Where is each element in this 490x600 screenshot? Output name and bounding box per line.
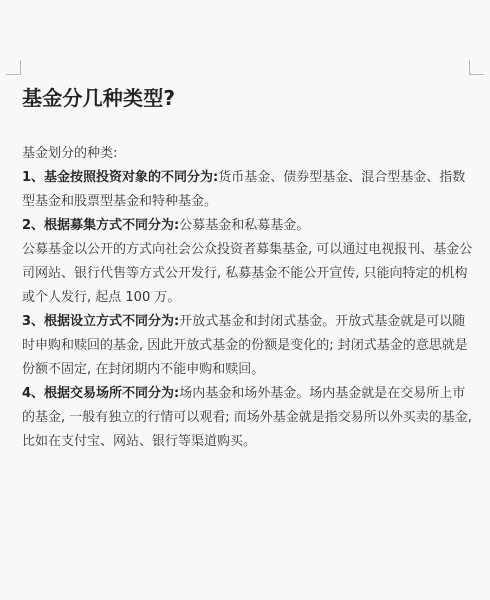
paragraph-fundraising-method bbox=[22, 214, 474, 238]
paragraph-heading: 2、根据募集方式不同分为: bbox=[22, 218, 180, 233]
page-corner-mark-right bbox=[469, 60, 484, 75]
page-corner-mark-left bbox=[6, 60, 21, 75]
paragraph-text: 场内基金和场外基金。场内基金就是在交易所上市的基金, 一般有独立的行情可以观看; 而场外基金就是指交易所以外买卖的基金, 比如在支付宝、网站、银行等渠道购买。 bbox=[22, 386, 472, 449]
paragraph-text: 开放式基金和封闭式基金。开放式基金就是可以随时申购和赎回的基金, 因此开放式基金的份额是变化的; 封闭式基金的意思就是份额不固定, 在封闭期内不能申购和赎回。 bbox=[22, 314, 468, 377]
paragraph-text: 公募基金和私募基金。 bbox=[179, 218, 310, 233]
paragraph-investment-object bbox=[22, 166, 474, 214]
document-title: 基金分几种类型? bbox=[22, 86, 176, 110]
paragraph-text: 公募基金以公开的方式向社会公众投资者募集基金, 可以通过电视报刊、基金公司网站、银行代售等方式公开发行, 私募基金不能公开宣传, 只能向特定的机构或个人发行, 起点 100 万。 bbox=[22, 242, 473, 305]
paragraph-setup-method bbox=[22, 310, 474, 382]
paragraph-trading-venue bbox=[22, 382, 474, 454]
paragraph-text: 基金划分的种类: bbox=[22, 146, 118, 161]
paragraph-heading: 3、根据设立方式不同分为: bbox=[22, 314, 180, 329]
paragraph-intro bbox=[22, 142, 474, 166]
document-body bbox=[22, 84, 474, 454]
paragraph-heading: 4、根据交易场所不同分为: bbox=[22, 386, 180, 401]
paragraph-text: 货币基金、债券型基金、混合型基金、指数型基金和股票型基金和特种基金。 bbox=[22, 170, 466, 209]
paragraph-public-fund bbox=[22, 238, 474, 310]
paragraph-heading: 1、基金按照投资对象的不同分为: bbox=[22, 170, 219, 185]
title-spacer bbox=[22, 112, 474, 142]
